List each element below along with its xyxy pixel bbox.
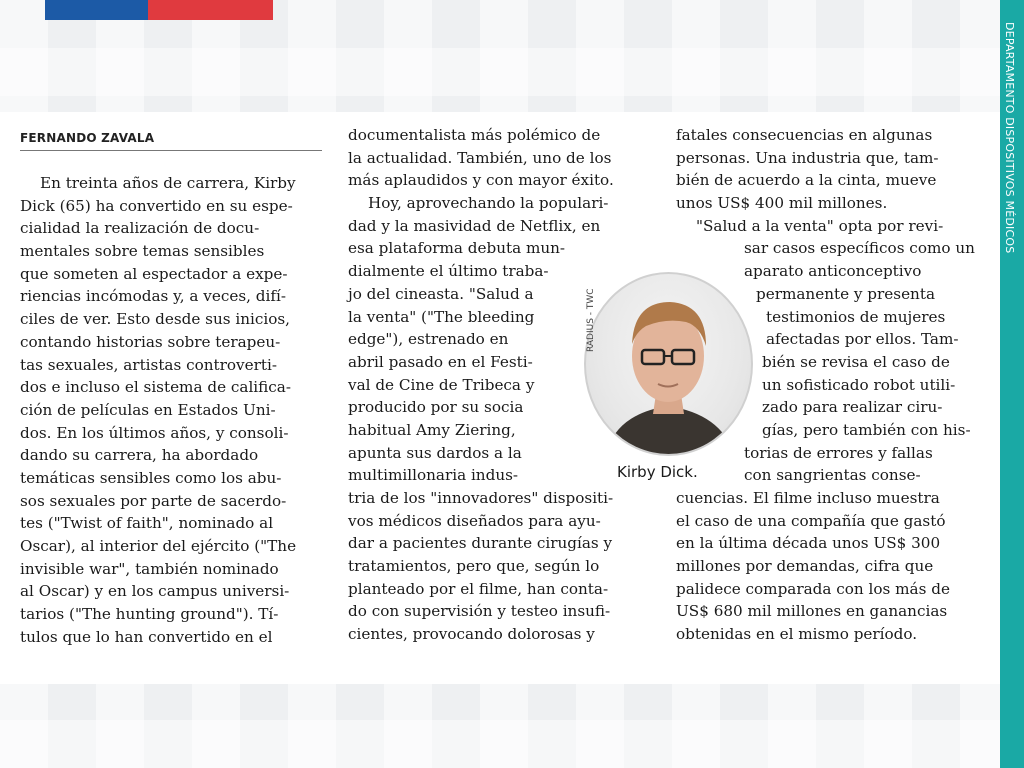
article-line: val de Cine de Tribeca y bbox=[348, 375, 535, 394]
article-line: producido por su socia bbox=[348, 398, 524, 417]
article-line: En treinta años de carrera, Kirby bbox=[40, 174, 296, 192]
article-line: que someten al espectador a expe- bbox=[20, 264, 288, 283]
photo-credit: RADIUS - TWC bbox=[586, 288, 596, 352]
article-line: ciles de ver. Esto desde sus inicios, bbox=[20, 310, 290, 329]
article-line: bién de acuerdo a la cinta, mueve bbox=[676, 171, 937, 190]
article-line: Oscar), al interior del ejército ("The bbox=[20, 537, 297, 555]
article-line: cuencias. El filme incluso muestra bbox=[676, 489, 940, 507]
side-banner-label: DEPARTAMENTO DISPOSITIVOS MÉDICOS bbox=[1003, 22, 1016, 254]
article-line: dialmente el último traba- bbox=[348, 262, 549, 281]
article-line: con sangrientas conse- bbox=[744, 466, 921, 485]
article-line: do con supervisión y testeo insufi- bbox=[348, 602, 611, 621]
article-line: US$ 680 mil millones en ganancias bbox=[676, 602, 948, 621]
article-line: sos sexuales por parte de sacerdo- bbox=[20, 491, 287, 510]
article-line: millones por demandas, cifra que bbox=[676, 557, 934, 576]
article-line: Dick (65) ha convertido en su espe- bbox=[20, 196, 293, 215]
article-line: planteado por el filme, han conta- bbox=[348, 579, 609, 598]
article-line: sar casos específicos como un bbox=[744, 239, 975, 258]
article-line: fatales consecuencias en algunas bbox=[676, 126, 933, 144]
article-line: ción de películas en Estados Uni- bbox=[20, 400, 276, 419]
article-line: cientes, provocando dolorosas y bbox=[348, 625, 595, 644]
article-line: un sofisticado robot utili- bbox=[762, 375, 956, 394]
article-line: contando historias sobre terapeu- bbox=[20, 332, 281, 351]
article-line: tarios ("The hunting ground"). Tí- bbox=[20, 605, 279, 624]
article-line: personas. Una industria que, tam- bbox=[676, 148, 939, 167]
article-line: vos médicos diseñados para ayu- bbox=[348, 511, 601, 530]
article-line: tria de los "innovadores" dispositi- bbox=[348, 489, 614, 507]
article-line: tulos que lo han convertido en el bbox=[20, 627, 273, 646]
article-line: aparato anticonceptivo bbox=[744, 262, 922, 281]
article-line: abril pasado en el Festi- bbox=[348, 352, 533, 371]
flag-stripe-red bbox=[148, 0, 273, 20]
article-line: el caso de una compañía que gastó bbox=[676, 511, 946, 530]
article-line: la actualidad. También, uno de los bbox=[348, 148, 612, 167]
article-line: tas sexuales, artistas controverti- bbox=[20, 355, 277, 374]
article-line: riencias incómodas y, a veces, difí- bbox=[20, 287, 286, 306]
article-line: Hoy, aprovechando la populari- bbox=[368, 194, 609, 213]
article-line: permanente y presenta bbox=[756, 284, 935, 303]
article-line: documentalista más polémico de bbox=[348, 126, 601, 144]
article-line: dad y la masividad de Netflix, en bbox=[348, 216, 601, 235]
portrait-photo bbox=[584, 272, 753, 456]
article-line: torias de errores y fallas bbox=[744, 443, 933, 462]
article-line: en la última década unos US$ 300 bbox=[676, 534, 941, 553]
article-byline: FERNANDO ZAVALA bbox=[20, 131, 155, 145]
article-line: palidece comparada con los más de bbox=[676, 579, 950, 598]
article-line: obtenidas en el mismo período. bbox=[676, 625, 918, 644]
article-line: bién se revisa el caso de bbox=[762, 352, 950, 371]
article-line: dando su carrera, ha abordado bbox=[20, 446, 259, 465]
article-line: esa plataforma debuta mun- bbox=[348, 239, 566, 258]
article-line: dos. En los últimos años, y consoli- bbox=[20, 423, 289, 442]
flag-stripe-blue bbox=[45, 0, 148, 20]
article-line: temáticas sensibles como los abu- bbox=[20, 468, 282, 487]
article-line: jo del cineasta. "Salud a bbox=[348, 284, 534, 303]
photo-caption: Kirby Dick. bbox=[617, 463, 698, 481]
article-line: gías, pero también con his- bbox=[762, 420, 971, 439]
newspaper-clipping bbox=[0, 112, 1000, 684]
article-line: testimonios de mujeres bbox=[766, 307, 946, 326]
article-line: tes ("Twist of faith", nominado al bbox=[20, 514, 274, 533]
article-line: tratamientos, pero que, según lo bbox=[348, 557, 600, 576]
article-line: edge"), estrenado en bbox=[348, 330, 509, 349]
article-line: al Oscar) y en los campus universi- bbox=[20, 582, 290, 601]
article-line: zado para realizar ciru- bbox=[762, 398, 943, 417]
article-line: apunta sus dardos a la bbox=[348, 443, 522, 462]
article-line: mentales sobre temas sensibles bbox=[20, 242, 265, 261]
article-line: afectadas por ellos. Tam- bbox=[766, 330, 959, 349]
article-line: habitual Amy Ziering, bbox=[348, 420, 516, 439]
article-line: invisible war", también nominado bbox=[20, 559, 279, 578]
article-line: unos US$ 400 mil millones. bbox=[676, 194, 888, 213]
article-line: cialidad la realización de docu- bbox=[20, 219, 260, 238]
article-line: "Salud a la venta" opta por revi- bbox=[696, 216, 944, 235]
article-column-1 bbox=[20, 172, 322, 648]
byline-divider bbox=[20, 150, 322, 151]
article-line: más aplaudidos y con mayor éxito. bbox=[348, 171, 614, 190]
article-line: dos e incluso el sistema de califica- bbox=[20, 378, 291, 397]
article-line: multimillonaria indus- bbox=[348, 466, 519, 485]
article-line: la venta" ("The bleeding bbox=[348, 307, 535, 326]
article-line: dar a pacientes durante cirugías y bbox=[348, 534, 613, 553]
portrait-illustration bbox=[586, 274, 751, 454]
